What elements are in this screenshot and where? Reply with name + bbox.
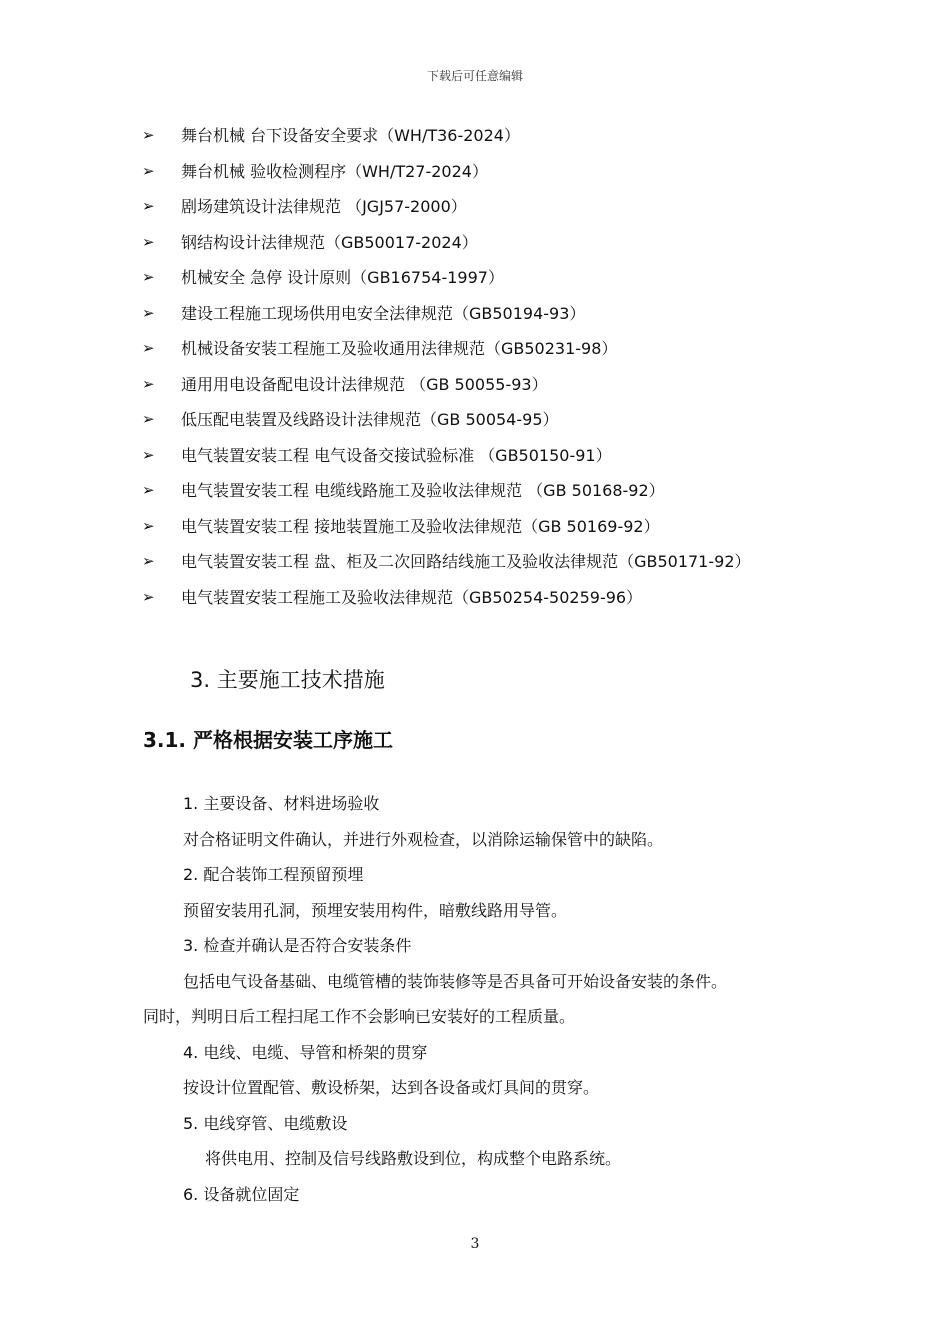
list-item: ➢ 低压配电装置及线路设计法律规范（GB 50054-95） xyxy=(142,402,862,438)
step-title: 3. 检查并确认是否符合安装条件 xyxy=(183,936,412,955)
step-body-continued: 同时，判明日后工程扫尾工作不会影响已安装好的工程质量。 xyxy=(143,1007,576,1026)
step-body: 按设计位置配管、敷设桥架，达到各设备或灯具间的贯穿。 xyxy=(183,1078,600,1097)
page-number: 3 xyxy=(470,1236,480,1252)
arrow-bullet-icon: ➢ xyxy=(142,445,155,464)
step-title: 4. 电线、电缆、导管和桥架的贯穿 xyxy=(183,1042,428,1062)
page-header: 下载后可任意编辑 xyxy=(426,69,523,83)
subsection-heading: 3.1. 严格根据安装工序施工 xyxy=(143,728,393,752)
arrow-bullet-icon: ➢ xyxy=(142,516,155,535)
list-item: ➢ 剧场建筑设计法律规范 （JGJ57-2000） xyxy=(142,189,862,225)
step-title: 5. 电线穿管、电缆敷设 xyxy=(183,1113,348,1133)
standards-list xyxy=(142,118,862,615)
step-title: 6. 设备就位固定 xyxy=(183,1184,300,1204)
section-heading: 3. 主要施工技术措施 xyxy=(190,668,385,692)
arrow-bullet-icon: ➢ xyxy=(142,587,155,606)
arrow-bullet-icon: ➢ xyxy=(142,303,155,322)
arrow-bullet-icon: ➢ xyxy=(142,481,155,499)
arrow-bullet-icon: ➢ xyxy=(142,339,155,357)
step-body: 包括电气设备基础、电缆管槽的装饰装修等是否具备可开始设备安装的条件。 xyxy=(183,971,728,991)
list-item: ➢ 电气装置安装工程 电气设备交接试验标准 （GB50150-91） xyxy=(142,438,862,474)
list-item: ➢ 建设工程施工现场供用电安全法律规范（GB50194-93） xyxy=(142,296,862,332)
arrow-bullet-icon: ➢ xyxy=(142,552,155,570)
list-item: ➢ 电气装置安装工程 盘、柜及二次回路结线施工及验收法律规范（GB50171-92） xyxy=(142,544,862,580)
list-item: ➢ 舞台机械 验收检测程序（WH/T27-2024） xyxy=(142,154,862,190)
arrow-bullet-icon: ➢ xyxy=(142,126,155,144)
arrow-bullet-icon: ➢ xyxy=(142,161,155,180)
list-item: ➢ 机械设备安装工程施工及验收通用法律规范（GB50231-98） xyxy=(142,331,862,367)
list-item: ➢ 舞台机械 台下设备安全要求（WH/T36-2024） xyxy=(142,118,862,154)
list-item: ➢ 电气装置安装工程施工及验收法律规范（GB50254-50259-96） xyxy=(142,580,862,616)
step-body: 预留安装用孔洞，预埋安装用构件，暗敷线路用导管。 xyxy=(183,900,568,920)
arrow-bullet-icon: ➢ xyxy=(142,268,155,286)
step-body: 将供电用、控制及信号线路敷设到位，构成整个电路系统。 xyxy=(205,1149,622,1168)
list-item: ➢ 机械安全 急停 设计原则（GB16754-1997） xyxy=(142,260,862,296)
list-item: ➢ 通用用电设备配电设计法律规范 （GB 50055-93） xyxy=(142,367,862,403)
step-body: 对合格证明文件确认，并进行外观检查，以消除运输保管中的缺陷。 xyxy=(183,829,664,849)
arrow-bullet-icon: ➢ xyxy=(142,410,155,428)
list-item: ➢ 电气装置安装工程 接地装置施工及验收法律规范（GB 50169-92） xyxy=(142,509,862,545)
step-title: 2. 配合装饰工程预留预埋 xyxy=(183,865,364,884)
steps-body xyxy=(143,786,843,1212)
arrow-bullet-icon: ➢ xyxy=(142,232,155,251)
arrow-bullet-icon: ➢ xyxy=(142,197,155,215)
step-title: 1. 主要设备、材料进场验收 xyxy=(183,794,380,813)
list-item: ➢ 钢结构设计法律规范（GB50017-2024） xyxy=(142,225,862,261)
list-item: ➢ 电气装置安装工程 电缆线路施工及验收法律规范 （GB 50168-92） xyxy=(142,473,862,509)
arrow-bullet-icon: ➢ xyxy=(142,374,155,393)
